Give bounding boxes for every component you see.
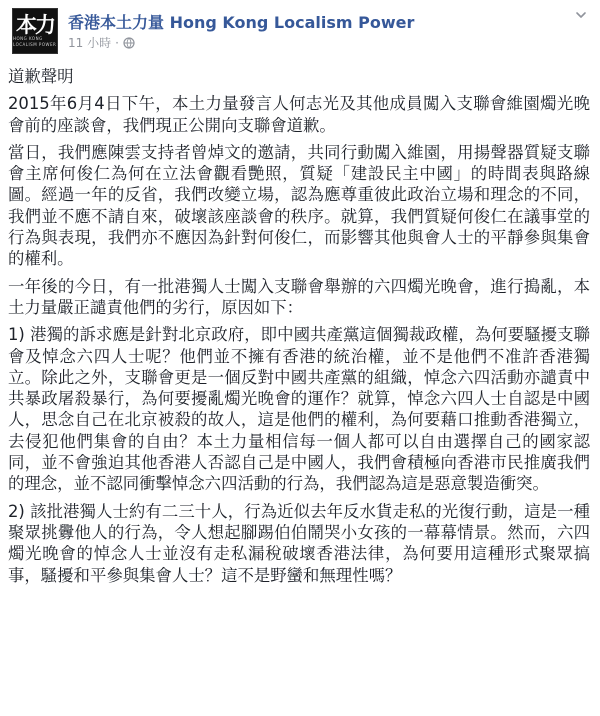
post-body: [8, 66, 590, 592]
page-name-link[interactable]: 香港本土力量 Hong Kong Localism Power: [68, 13, 415, 32]
page-avatar[interactable]: [12, 8, 58, 54]
post-paragraph: 一年後的今日，有一批港獨人士闖入支聯會舉辦的六四燭光晚會，進行搗亂，本土力量嚴正譴責他們的劣行，原因如下：: [8, 276, 590, 317]
post-paragraph: 2) 該批港獨人士約有二三十人，行為近似去年反水貨走私的光復行動，這是一種聚眾挑釁他人的行為，令人想起腳踢伯伯鬧哭小女孩的一幕幕情景。然而，六四燭光晚會的悼念人士並沒有走私漏稅破壞香港法律，為何要用這種形式聚眾搞事，騷擾和平參與集會人士？這不是野蠻和無理性嗎？: [8, 501, 590, 585]
meta-separator: ·: [115, 35, 119, 50]
globe-icon[interactable]: [123, 37, 135, 49]
post-meta: [68, 34, 135, 51]
post-paragraph: 當日，我們應陳雲支持者曾焯文的邀請，共同行動闖入維園，用揚聲器質疑支聯會主席何俊仁為何在立法會觀看艷照，質疑「建設民主中國」的時間表與路線圖。經過一年的反省，我們改變立場，認為應尊重彼此政治立場和理念的不同，我們並不應不請自來，破壞該座談會的秩序。就算，我們質疑何俊仁在議事堂的行為與表現，我們亦不應因為針對何俊仁，而影響其他與會人士的平靜參與集會的權利。: [8, 142, 590, 269]
post-header: [12, 8, 588, 54]
avatar-logo-text: 本力: [16, 12, 54, 37]
post-title: 道歉聲明: [8, 67, 74, 86]
chevron-down-icon[interactable]: [574, 8, 588, 22]
post-timestamp[interactable]: 11 小時: [68, 36, 112, 50]
post-paragraph: 1) 港獨的訴求應是針對北京政府，即中國共產黨這個獨裁政權，為何要騷擾支聯會及悼念六四人士呢？他們並不擁有香港的統治權，並不是他們不准許香港獨立。除此之外，支聯會更是一個反對中國共產黨的組織，悼念六四活動亦譴責中共暴政屠殺暴行，為何要擾亂燭光晚會的運作？就算，悼念六四人士自認是中國人，思念自己在北京被殺的故人，這是他們的權利，為何要藉口推動香港獨立，去侵犯他們集會的自由？本土力量相信每一個人都可以自由選擇自己的國家認同，並不會強迫其他香港人否認自己是中國人，我們會積極向香港市民推廣我們的理念，並不認同衝擊悼念六四活動的行為，我們認為這是惡意製造衝突。: [8, 325, 590, 494]
avatar-logo-subtext: HONG KONG LOCALISM POWER: [13, 36, 57, 47]
post-paragraph: 2015年6月4日下午，本土力量發言人何志光及其他成員闖入支聯會維園燭光晚會前的座談會，我們現正公開向支聯會道歉。: [8, 94, 590, 135]
